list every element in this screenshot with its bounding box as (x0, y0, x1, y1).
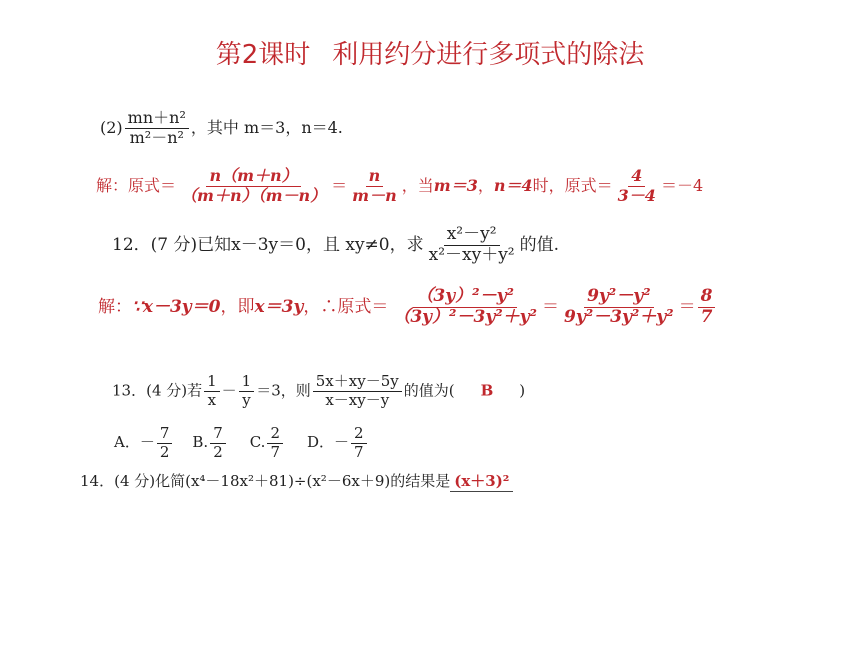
question-2-label: (2) (100, 117, 123, 137)
fraction-numerator: 5x＋xy－5y (313, 374, 402, 392)
question-12-suffix: 的值. (519, 234, 560, 255)
question-12-condition: x－3y＝0，且 xy≠0，求 (231, 234, 424, 255)
question-13-answer: B (480, 381, 494, 400)
answer-2-fraction-2 (349, 168, 400, 205)
option-b (192, 424, 227, 461)
fraction-numerator: 9y²－y² (584, 288, 653, 308)
question-2-condition: ，其中 m＝3，n＝4. (190, 117, 343, 137)
m-value: m＝3 (433, 175, 478, 195)
minus-sign: － (221, 381, 237, 400)
answer-12 (98, 288, 717, 327)
answer-12-therefore: ，∴原式＝ (303, 296, 389, 317)
question-13-fraction-2 (239, 374, 255, 409)
fraction-denominator: 7 (700, 306, 713, 327)
answer-12-text: ，即 (220, 296, 255, 317)
option-d-label: D．－ (307, 433, 350, 452)
answer-12-prefix: 解： (98, 296, 132, 317)
fraction-numerator: 8 (698, 288, 716, 308)
fraction-denominator: 2 (159, 442, 170, 461)
fraction-numerator: 1 (239, 374, 255, 392)
option-a (114, 424, 174, 461)
option-a-label: A．－ (114, 433, 155, 452)
equals-sign: ＝ (678, 296, 696, 317)
fraction-denominator: 7 (354, 442, 364, 461)
fraction-numerator: n（m＋n） (206, 168, 300, 187)
answer-2 (96, 168, 703, 205)
n-value: n＝4 (493, 175, 533, 195)
answer-12-fraction-1 (390, 288, 540, 327)
question-13 (112, 374, 525, 409)
fraction-denominator: （3y）²－3y²＋y² (393, 306, 537, 327)
x-equation: x＝3y (254, 296, 304, 317)
answer-12-fraction-3 (698, 288, 716, 327)
fraction-denominator: 2 (213, 442, 223, 461)
option-d (307, 424, 369, 461)
option-c (249, 424, 285, 461)
fraction-denominator: x－xy－y (325, 390, 390, 409)
question-13-fraction-1 (204, 374, 220, 409)
fraction-numerator: 1 (204, 374, 220, 392)
question-2 (100, 110, 343, 147)
fraction-numerator: n (366, 168, 384, 187)
question-12-fraction (426, 226, 518, 265)
question-14-answer: (x＋3)² (454, 472, 510, 490)
closing-paren: ) (519, 381, 526, 400)
lesson-label: 第2课时 (215, 40, 311, 70)
equals-sign: ＝ (331, 175, 348, 195)
fraction-denominator: 7 (270, 442, 280, 461)
answer-2-result: ＝－4 (660, 175, 704, 195)
question-13-options (114, 426, 369, 461)
fraction-numerator: x²－y² (444, 226, 500, 246)
option-c-label: C. (249, 433, 266, 452)
equals-sign: ＝ (541, 296, 559, 317)
fraction-numerator: 7 (157, 426, 173, 444)
answer-12-because: ∵x－3y＝0 (132, 296, 221, 317)
fraction-denominator: m²－n² (129, 127, 184, 147)
comma: ， (477, 175, 494, 195)
fraction-denominator: m－n (352, 185, 397, 205)
question-14-text: 14．(4 分)化简(x⁴－18x²＋81)÷(x²－6x＋9)的结果是 (80, 472, 451, 490)
answer-12-fraction-2 (561, 288, 677, 327)
fraction-denominator: 9y²－3y²＋y² (563, 306, 674, 327)
option-b-label: B. (192, 433, 209, 452)
fraction-numerator: 7 (210, 426, 226, 444)
fraction-denominator: （m＋n）（m－n） (181, 185, 327, 205)
fraction-numerator: 4 (628, 168, 645, 187)
fraction-numerator: mn＋n² (125, 110, 189, 129)
question-2-fraction (125, 110, 189, 147)
answer-2-text: 时，原式＝ (532, 175, 613, 195)
fraction-numerator: （3y）²－y² (413, 288, 516, 308)
fraction-numerator: 2 (351, 426, 367, 444)
fraction-numerator: 2 (267, 426, 283, 444)
question-12 (112, 226, 559, 265)
question-13-label: 13．(4 分)若 (112, 381, 203, 400)
page-title (0, 34, 860, 71)
answer-2-text: ，当 (401, 175, 434, 195)
answer-2-fraction-3 (615, 168, 659, 205)
question-13-fraction-3 (313, 374, 402, 409)
question-13-text: ＝3，则 (256, 381, 311, 400)
question-14 (80, 470, 513, 492)
lesson-topic: 利用约分进行多项式的除法 (332, 40, 645, 70)
fraction-denominator: x (207, 390, 217, 409)
answer-2-prefix: 解：原式＝ (96, 175, 177, 195)
fraction-denominator: x²－xy＋y² (428, 244, 515, 265)
fraction-denominator: 3－4 (617, 185, 656, 205)
question-12-label: 12．(7 分)已知 (112, 234, 232, 255)
fraction-denominator: y (242, 390, 251, 409)
answer-2-fraction-1 (178, 168, 329, 205)
question-13-suffix: 的值为( (403, 381, 455, 400)
